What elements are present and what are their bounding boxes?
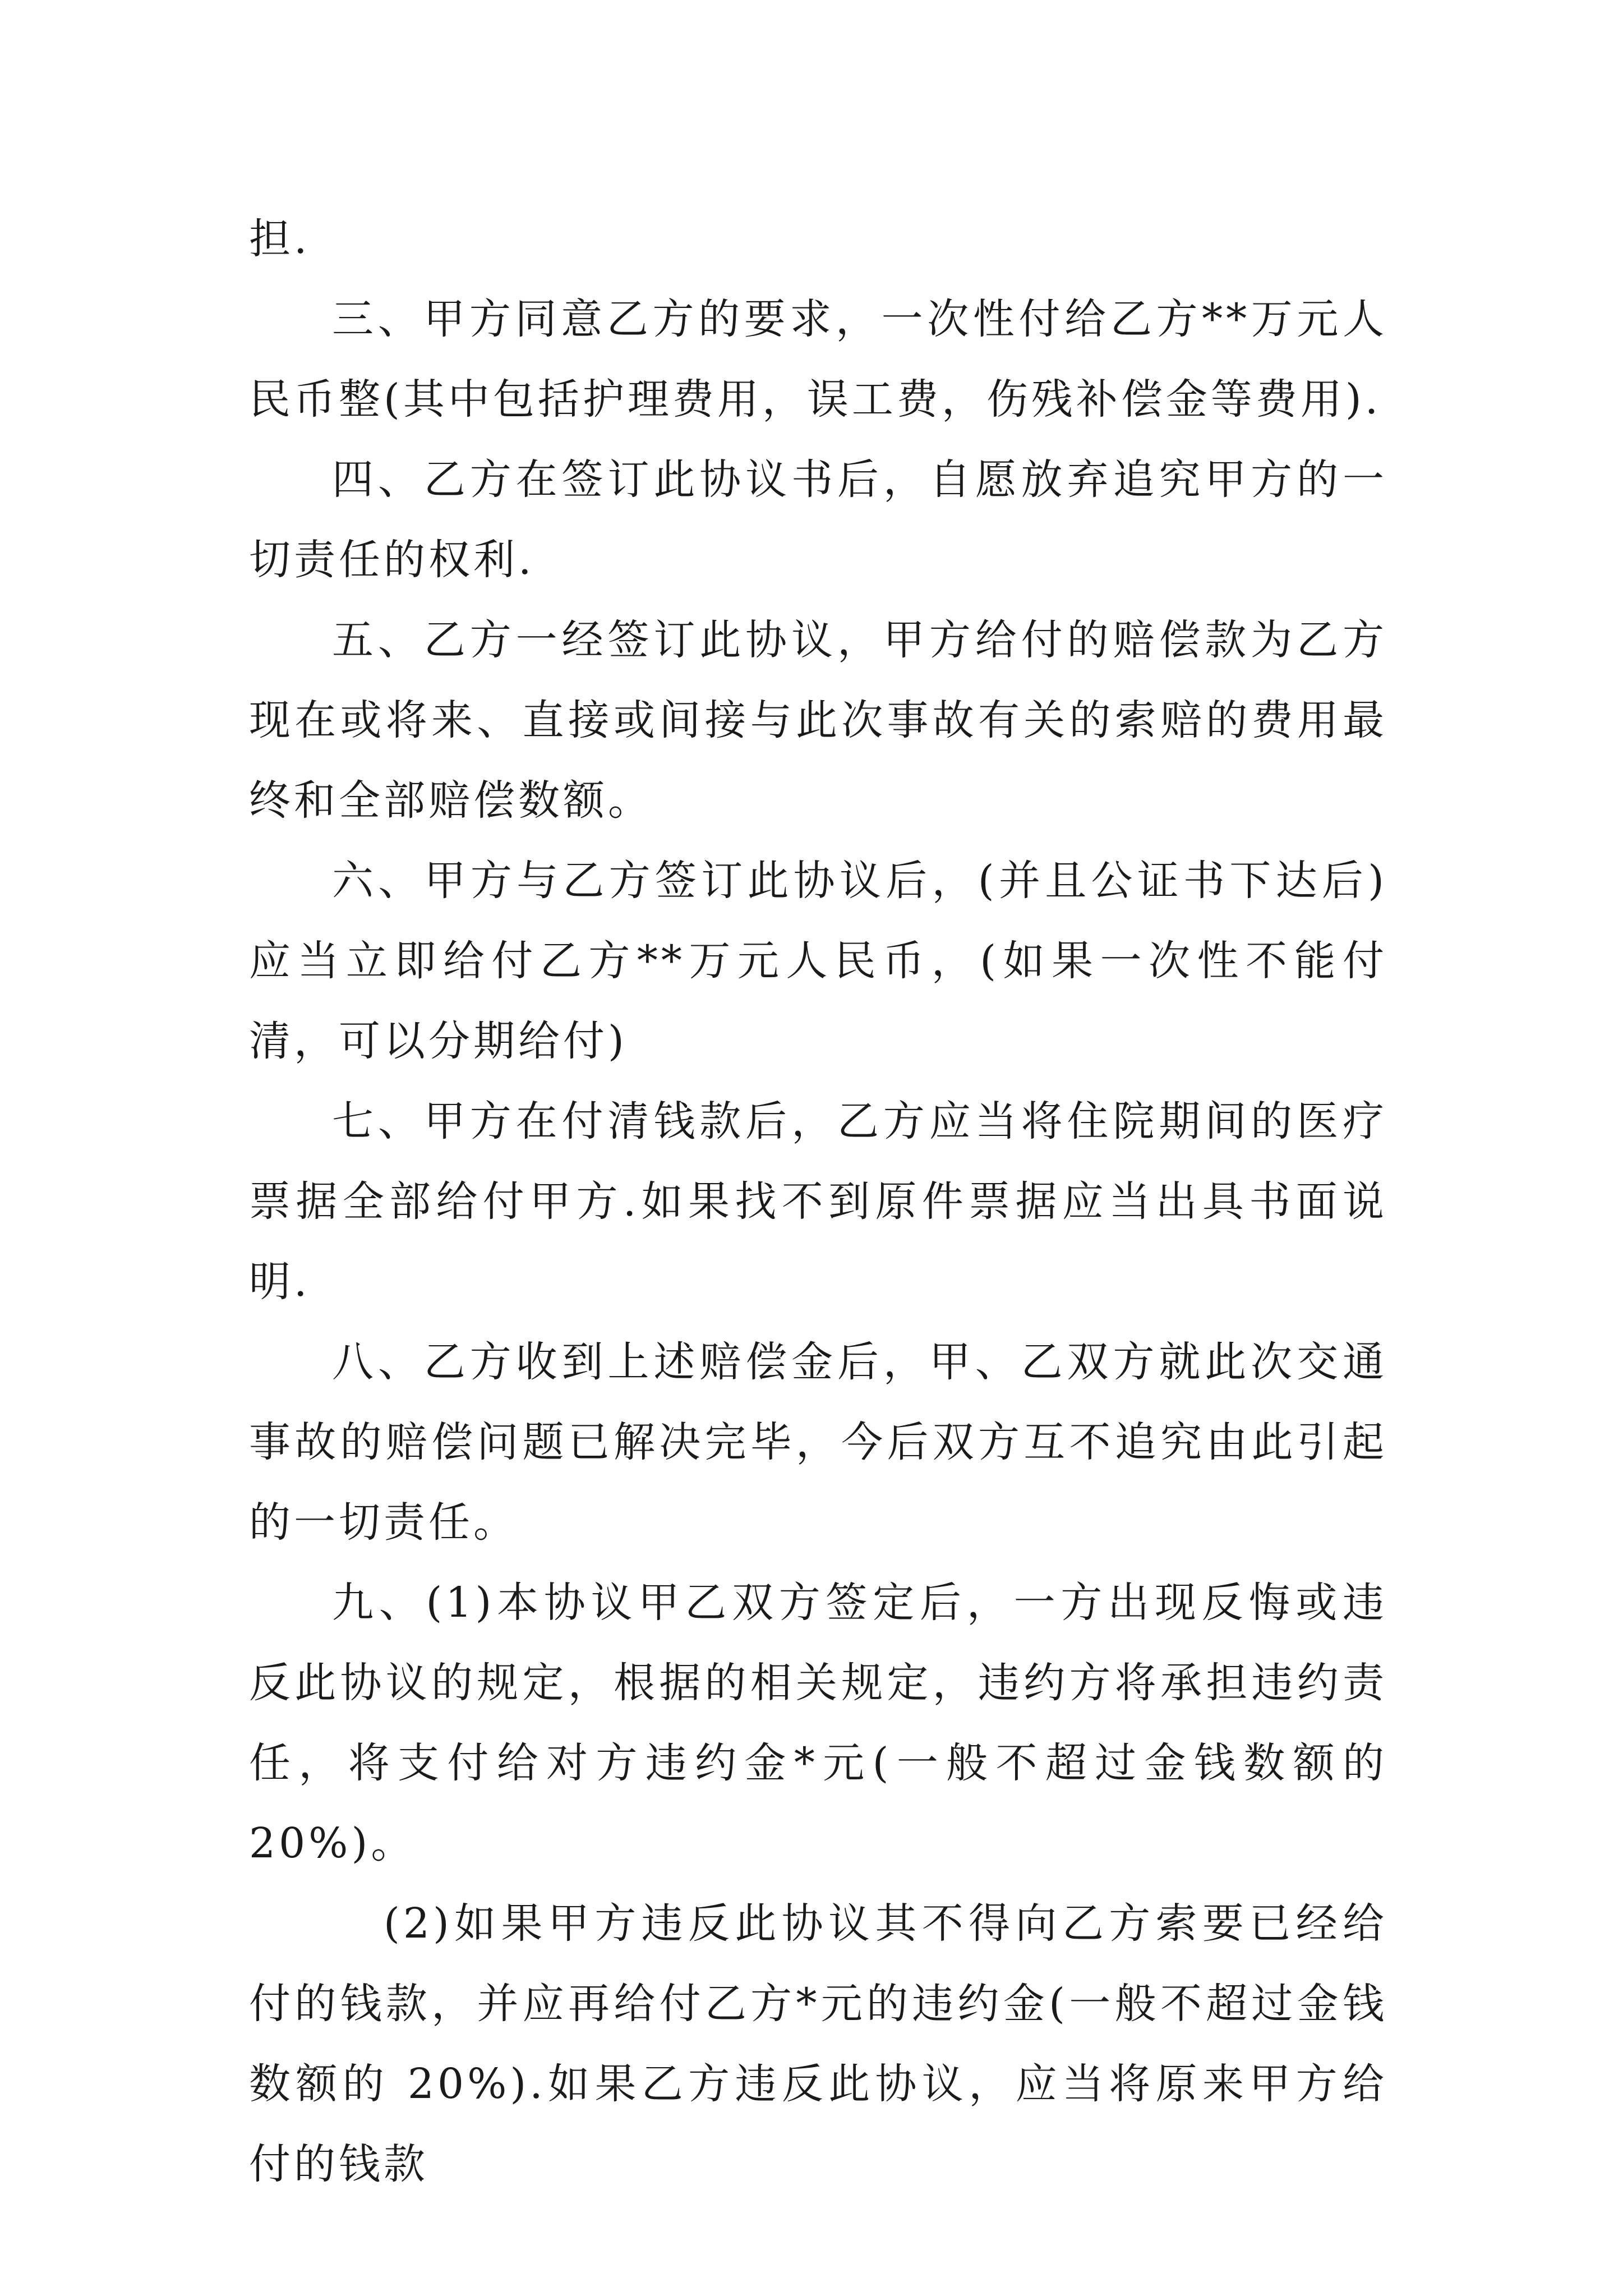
clause-6: 六、甲方与乙方签订此协议后，(并且公证书下达后)应当立即给付乙方**万元人民币，(如果一次性不能付清，可以分期给付) — [249, 857, 1387, 1065]
clause-7: 七、甲方在付清钱款后，乙方应当将住院期间的医疗票据全部给付甲方.如果找不到原件票据应当出具书面说明. — [249, 1097, 1387, 1306]
clause-9-item-2: (2)如果甲方违反此协议其不得向乙方索要已经给付的钱款，并应再给付乙方*元的违约金(一般不超过金钱数额的 20%).如果乙方违反此协议，应当将原来甲方给付的钱款 — [249, 1899, 1387, 2188]
clause-8: 八、乙方收到上述赔偿金后，甲、乙双方就此次交通事故的赔偿问题已解决完毕，今后双方互不追究由此引起的一切责任。 — [249, 1338, 1387, 1547]
clause-3: 三、甲方同意乙方的要求，一次性付给乙方**万元人民币整(其中包括护理费用，误工费，伤残补偿金等费用). — [249, 295, 1387, 424]
clause-4: 四、乙方在签订此协议书后，自愿放弃追究甲方的一切责任的权利. — [249, 455, 1387, 584]
paragraph-continuation: 担. — [249, 215, 311, 263]
document-body — [249, 199, 1387, 2205]
clause-5: 五、乙方一经签订此协议，甲方给付的赔偿款为乙方现在或将来、直接或间接与此次事故有关的索赔的费用最终和全部赔偿数额。 — [249, 616, 1387, 825]
clause-9-item-1: 九、(1)本协议甲乙双方签定后，一方出现反悔或违反此协议的规定，根据的相关规定，违约方将承担违约责任，将支付给对方违约金*元(一般不超过金钱数额的 20%)。 — [249, 1579, 1387, 1867]
